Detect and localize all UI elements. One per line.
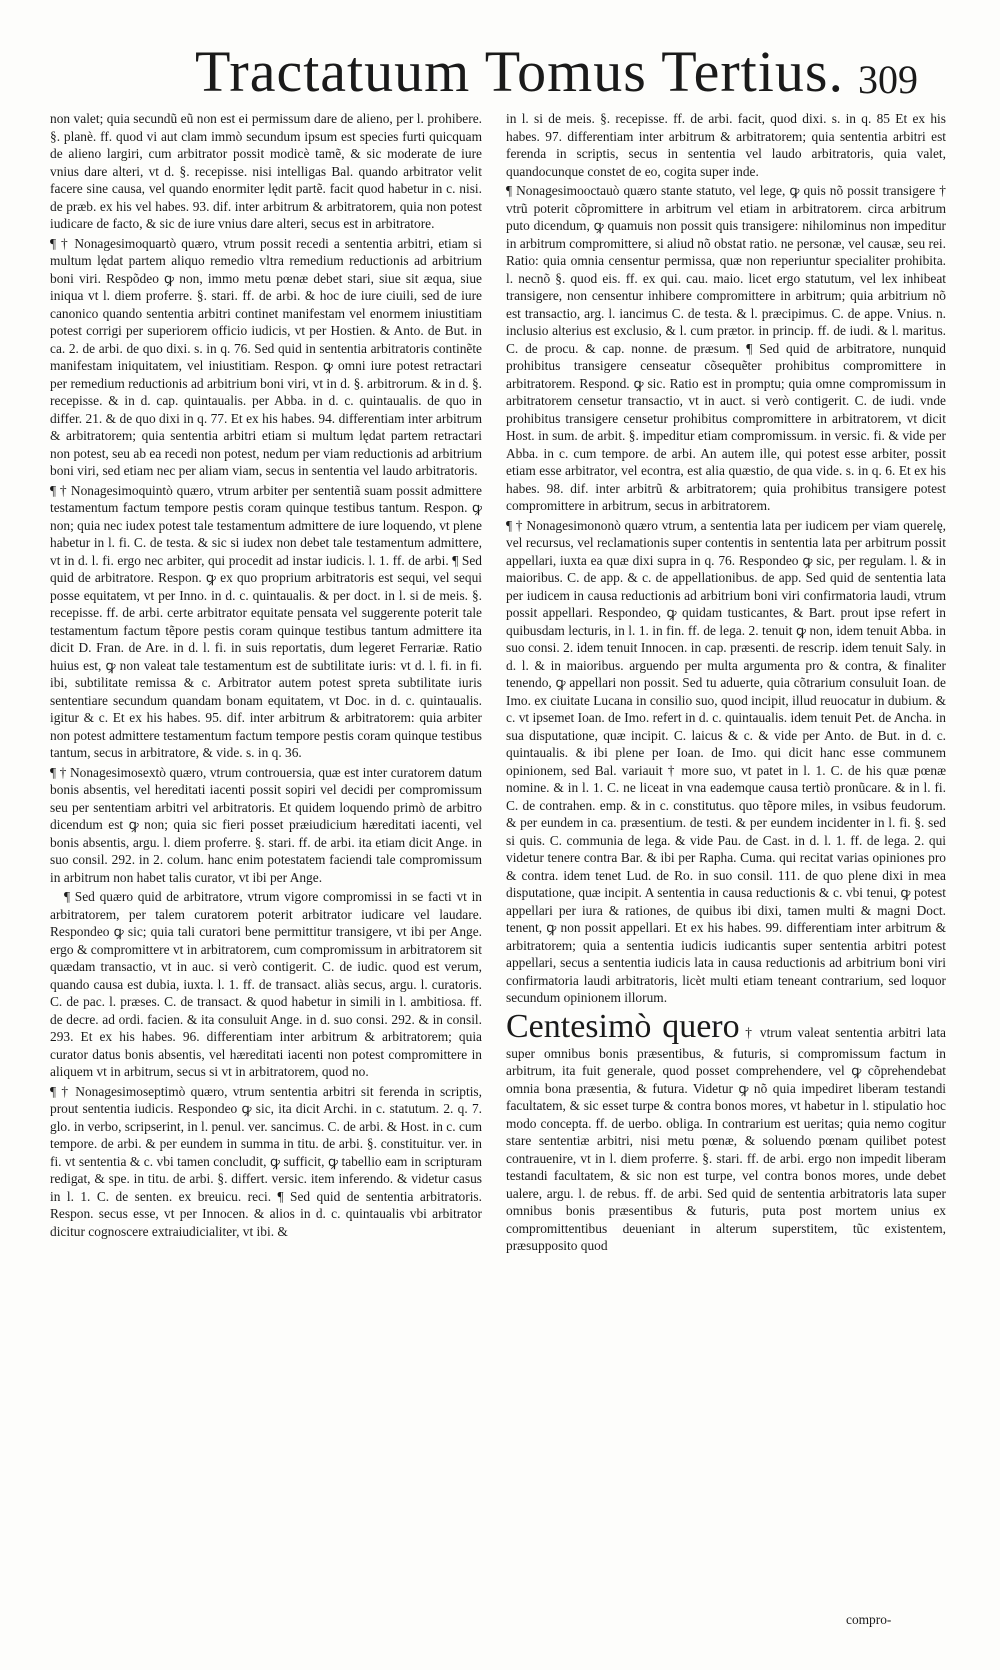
running-head: Tractatuum Tomus Tertius. (195, 39, 844, 104)
paragraph-text: ¶ Sed quæro quid de arbitratore, vtrum vigore compromissi in se facti vt in arbitratorem, per talem curatorem poterit arbitrator iudicare vel laudare. Respondeo ꝙ sic; quia tali curatori bene permittitur transigere, vt ibi per Ange. ergo & compromittere vt in arbitratorem, cum compromissum in arbitratorem sit quædam transactio, vt in auc. si verò contigerit. C. de iudic. quod est verum, quando causa est dubia, iuxta. l. 1. ff. de transact. aliàs secus, argu. l. curatoris. C. de pac. l. præses. C. de transact. & quod habetur in simili in l. ambitiosa. ff. de decre. ad ordi. facien. & ita consuluit Ange. in d. suo consi. 292. & in consil. 293. Et ex his habes. 96. differentiam inter arbitrum & arbitratorem; quia curator datus bonis absentis, vel hæreditati iacenti non potest compromittere in aliquem vt in arbitrum, secus si vt in arbitratorem, quod no. (50, 889, 482, 1079)
paragraph (50, 764, 482, 887)
paragraph (506, 517, 946, 1007)
display-lead-words: Centesimò quero (506, 1007, 740, 1045)
left-text-column (50, 110, 482, 1610)
paragraph (50, 235, 482, 480)
paragraph (50, 110, 482, 233)
paragraph-text: ¶ † Nonagesimoquartò quæro, vtrum possit recedi a sententia arbitri, etiam si multum lędat partem aliquo remedio vltra remedium reductionis ad arbitrium boni viri. Respõdeo ꝙ non, immo metu pœnæ debet stari, siue sit æqua, siue iniqua vt l. diem proferre. §. stari. ff. de arbi. & hoc de iure ciuili, sed de iure canonico quando sententia arbitri continet manifestam vel enormem iniustitiam potest corrigi per superiorem officio iudicis, vt per Hostien. & Anto. de But. in ca. 2. de arbi. de quo dixi. s. in q. 76. Sed quid in sententia arbitratoris continẽte manifestam iniquitatem, vel iniustitiam. Respon. ꝙ omni iure potest retractari per remedium reductionis ad arbitrium boni viri, vt in d. §. arbitrorum. & in d. §. recepisse. & in d. cap. quintaualis. per Abba. in d. c. quintaualis. de quo in differ. 21. & de quo dixi in q. 77. Et ex his habes. 94. differentiam inter arbitrum & arbitratorem; quia sententia arbitri etiam si multum lędat partem retractari non potest, seu ab ea recedi non potest, nedum per viam reductionis ad arbitrium boni viri, sed etiam nec per aliam viam, secus in sententia vel laudo arbitratoris. (50, 235, 482, 478)
paragraph-text: † vtrum valeat sententia arbitri lata super omnibus bonis præsentibus, & futuris, si compromissum factum in arbitrum, ita fuit generale, quod posset comprehendere, vel ꝙ cõprehendebat omnia bona præsentia, & futura. Videtur ꝙ nõ quia impediret liberam testandi facultatem, & sic esset turpe & contra bonos mores, vt habetur in l. stipulatio hoc modo concepta. ff. de uerbo. obliga. In contrarium est ueritas; quia nemo cogitur stare sententiæ arbitri, nisi metu pœnæ, & soluendo pœnam quilibet potest contrauenire, vt in l. diem proferre. §. stari. ff. de arbi. ergo non impedit liberam testandi facultatem, & sic non est turpe, vel contra bonos mores, unde debet ualere, argu. l. de rebus. ff. de arbi. Sed quid de sententia arbitratoris lata super omnibus bonis præsentibus & futuris, puta post mortem unius ex compromittentibus deueniant in alterum superstitem, tũc existentem, præsupposito quod (506, 1024, 946, 1253)
paragraph-text: ¶ † Nonagesimononò quæro vtrum, a sententia lata per iudicem per viam querelę, vel recursus, vel reclamationis super contentis in sententia lata per arbitrum possit appellari, iuxta ea quæ dixi supra in q. 76. Respondeo ꝙ sic, per regulam. l. & in maioribus. C. de app. & c. de appellationibus. de app. Sed quid de sententia lata per iudicem in causa reductionis ad arbitrium boni viri confirmatoria laudi, vtrum possit appellari. Respondeo, ꝙ quidam tusticantes, & Bart. prout ipse refert in quibusdam lecturis, in l. 1. in fin. ff. de lega. 2. tenuit ꝙ non, idem tenuit Abba. in suo consi. 2. idem tenuit Innocen. in cap. præsenti. de rescrip. idem tenuit Saly. in d. l. & in maioribus. arguendo per multa argumenta pro & contra, & finaliter tenendo, ꝙ appellari non possit. Sed tu aduerte, quia cõtrarium consuluit Ioan. de Imo. ex ciuitate Lucana in consilio suo, quod incipit, illud reuocatur in dubium. & c. vt ipsemet Ioan. de Imo. refert in d. c. quintaualis. idem tenuit Pet. de Ancha. in sua disputatione, quæ incipit. C. laicus & c. & vide per Anto. de But. in d. c. quintaualis. & ibi plene per Ioan. de Imo. qui dicit hanc esse communem opinionem, sed Bal. variauit † more suo, vt patet in l. 1. C. de his quæ pœnæ nomine. & in l. 1. C. ne liceat in vna eademque causa tertiò pronũcare. & in l. fi. C. de contrahen. emp. & in c. constitutus. quo tẽpore miles, in vsibus feudorum. & per eundem in ca. præsentium. de testi. & per eundem incidenter in l. fi. §. sed si quis. C. communia de lega. & vide Pau. de Cast. in d. l. 1. ff. de lega. 2. qui videtur tenere contra Bar. & ibi per Rapha. Cuma. qui recitat varias opiniones pro & contra. idem tenet Lud. de Ro. in suo consil. 111. de quo plene dixi in mea disputatione, quæ incipit. A sententia in causa reductionis & c. vbi tenui, ꝙ potest appellari per iura & rationes, de quibus ibi dixi, tamen multi & magni Doct. tenent, ꝙ non possit appellari. Et ex his habes. 99. differentiam inter arbitrum & arbitratorem; quia a sententia iudicis iudicantis super sententia arbitri potest appellari, secus a sententia iudicis lata in causa reductionis ad arbitrium boni viri confirmatoria laudi arbitratoris, licèt multi etiam teneant contrarium, sed loquor secundum opinionem illorum. (506, 517, 946, 1005)
paragraph-text: ¶ † Nonagesimoseptimò quæro, vtrum sententia arbitri sit ferenda in scriptis, prout sententia iudicis. Respondeo ꝙ sic, ita dicit Archi. in c. statutum. 2. q. 7. glo. in verbo, scripserint, in l. penul. ver. sancimus. C. de arbi. & Host. in c. cum tempore. de arbi. & per eundem in summa in titu. de arbi. §. constituitur. ver. in fi. vt sententia & c. vbi tamen concludit, ꝙ sufficit, ꝙ tabellio eam in scripturam redigat, & spe. in titu. de arbi. §. differt. versic. item inferendo. & videtur casus in l. 1. C. de senten. ex breuicu. reci. ¶ Sed quid de sententia arbitratoris. Respon. secus esse, vt per Innocen. & alios in d. c. quintaualis vbi arbitrator dicitur cognoscere extraiudicialiter, vt ibi. & (50, 1083, 482, 1239)
paragraph-text: non valet; quia secundũ eũ non est ei permissum dare de alieno, per l. prohibere. §. planè. ff. quod vi aut clam immò secundum ipsum est species furti quicquam de alieno largiri, cum arbitrator possit modicè tamẽ, & sic moderate de iure vnius dare alteri, vt d. §. recepisse. nisi intelligas Bal. quando arbitrator velit facere sine causa, vel quando enormiter lędit partẽ. facit quod habetur in c. nisi. de præb. ex his vel habes. 93. dif. inter arbitrum & arbitratorem, quia non potest iudicare de facto, & sic de iure vnius dare alteri, secus est in arbitratore. (50, 111, 482, 231)
catchword: compro- (846, 1612, 892, 1627)
paragraph (50, 482, 482, 762)
paragraph (50, 1083, 482, 1241)
page-number: 309 (858, 57, 918, 102)
paragraph (506, 110, 946, 180)
paragraph-text: ¶ † Nonagesimosextò quæro, vtrum controuersia, quæ est inter curatorem datum bonis absentis, vel hereditati iacenti possit sopiri vel decidi per compromissum seu per sententiam arbitri vel arbitratoris. Et quidem loquendo primò de arbitro dicendum est ꝙ non; quia sic fieri posset præiudicium hæreditati iacenti, vel bonis absentis, argu. l. diem proferre. §. stari. ff. de arbi. ita etiam dicit Ange. in suo consil. 292. in 2. colum. hanc enim potestatem faciendi tale compromissum in arbitrum non habet talis curator, vt ibi per Ange. (50, 764, 482, 885)
paragraph (506, 182, 946, 515)
paragraph-text: ¶ † Nonagesimoquintò quæro, vtrum arbiter per sententiã suam possit admittere testamentum factum tempore pestis coram quinque testibus tantum. Respon. ꝙ non; quia nec iudex potest tale testamentum admittere de iure loquendo, vt plene habetur in l. fi. C. de testa. & sic si iudex non debet tale testamentum admittere, vt in d. l. fi. ergo nec arbiter, qui procedit ad instar iudicis. l. 1. ff. de arbi. ¶ Sed quid de arbitratore. Respon. ꝙ ex quo proprium arbitratoris est sequi, vel sequi posse equitatem, vt per Inno. in d. c. quintaualis. & per doct. in l. si de meis. §. recepisse. ff. de arbi. certe arbitrator equitate pensata vel suggerente poterit tale testamentum factum tẽpore pestis coram quinque testibus tantum admittere ita dicit D. Fran. de Are. in d. l. fi. in suis reportatis, dum legeret Ferrariæ. Ratio huius est, ꝙ non valeat tale testamentum est de subtilitate iuris: vt d. l. fi. in fi. ibi, subtilitate remissa & c. Arbitrator autem potest spreta subtilitate iuris sententiare secundum quandam bonam equitatem, vt Doc. in d. c. quintaualis. igitur & c. Et ex his habes. 95. dif. inter arbitrum & arbitratorem: quia arbiter non potest admittere testamentum factum tempore pestis coram quinque testibus tantum, secus in arbitratore, & vide. s. in q. 36. (50, 482, 482, 760)
paragraph (50, 888, 482, 1081)
paragraph (506, 1009, 946, 1255)
paragraph-text: in l. si de meis. §. recepisse. ff. de arbi. facit, quod dixi. s. in q. 85 Et ex his habes. 97. differentiam inter arbitrum & arbitratorem; quia sententia arbitri est ferenda in scriptis, secus in sententia vel laudo arbitratoris, quia valet, quandocunque constet de eo, cogita super inde. (506, 111, 946, 179)
paragraph-text: ¶ Nonagesimooctauò quæro stante statuto, vel lege, ꝙ quis nõ possit transigere † vtrũ poterit cõpromittere in arbitrum vel etiam in arbitratorem. circa arbitrum puto dicendum, ꝙ quamuis non possit quis transigere: nihilominus non impeditur in arbitrum compromittere, si aliud nõ obstat ratio. ne personæ, vel causæ, seu rei. Ratio: quia omnia censentur permissa, quæ non reperiuntur specialiter prohibita. l. necnõ §. quod eis. ff. ex qui. cau. maio. licet ergo statutum, vel lex inhibeat transigere, non censentur inhibere compromittere in arbitrum; quia arbitrium nõ est transactio, arg. l. iancimus C. de testa. & l. præcipimus. C. de appe. Vnius. n. inclusio alterius est exclusio, & l. cum prætor. in princip. ff. de iudi. & l. maritus. C. de procu. & cap. nonne. de præsum. ¶ Sed quid de arbitratore, nunquid prohibitus transigere censeatur cõsequẽter prohibitus compromittere in arbitratorem. Respond. ꝙ sic. Ratio est in promptu; quia omne compromissum in arbitratorem censetur transactio, vt in auct. si verò contigerit. C. de iudi. vnde prohibitus transigere censetur prohibitus compromittere in arbitratorem, vt dicit Host. in sum. de arbit. §. impeditur etiam compromissum. in versic. fi. & vide per Abba. in c. cum tempore. de arbi. An autem ille, qui potest esse arbiter, possit etiam esse arbitrator, vel econtra, est alia quæstio, de qua vide. s. in q. 6. Et ex his habes. 98. dif. inter arbitrũ & arbitratorem; quia prohibitus transigere potest compromittere in arbitrum, secus in arbitratorem. (506, 183, 946, 513)
right-text-column (506, 110, 946, 1610)
